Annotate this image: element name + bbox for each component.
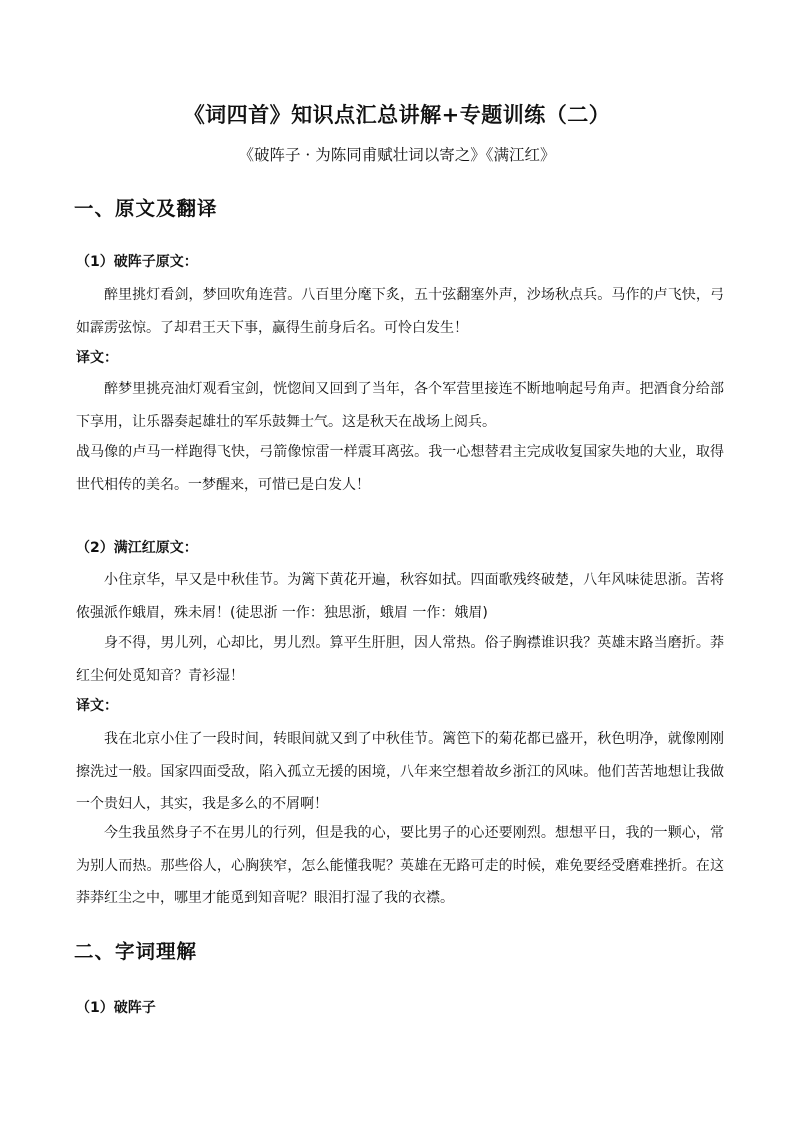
subheading-manjianghong-original: （2）满江红原文： xyxy=(76,540,198,556)
pozhenzi-translation-label: 译文： xyxy=(76,350,118,366)
pozhenzi-original-text: 醉里挑灯看剑，梦回吹角连营。八百里分麾下炙，五十弦翻塞外声，沙场秋点兵。马作的卢飞快，弓如霹雳弦惊。了却君王天下事，赢得生前身后名。可怜白发生！ xyxy=(76,287,724,336)
section-heading-original-and-translation: 一、原文及翻译 xyxy=(74,197,218,220)
page-subtitle: 《破阵子 · 为陈同甫赋壮词以寄之》《满江红》 xyxy=(238,146,556,164)
manjianghong-translation-paragraph-2: 今生我虽然身子不在男儿的行列，但是我的心，要比男子的心还要刚烈。想想平日，我的一颗心，常为别人而热。那些俗人，心胸狭窄，怎么能懂我呢？英雄在无路可走的时候，难免要经受磨难挫折。在这莽莽红尘之中，哪里才能觅到知音呢？眼泪打湿了我的衣襟。 xyxy=(76,825,724,906)
manjianghong-translation-label: 译文： xyxy=(76,698,118,714)
section-heading-word-understanding: 二、字词理解 xyxy=(74,940,198,963)
subheading-pozhenzi-words: （1）破阵子 xyxy=(76,1000,156,1016)
manjianghong-translation-paragraph-1: 我在北京小住了一段时间，转眼间就又到了中秋佳节。篱笆下的菊花都已盛开，秋色明净，就像刚刚擦洗过一般。国家四面受敌，陷入孤立无援的困境，八年来空想着故乡浙江的风味。他们苦苦地想让我做一个贵妇人，其实，我是多么的不屑啊！ xyxy=(76,731,724,812)
page-title: 《词四首》知识点汇总讲解+专题训练（二） xyxy=(183,102,611,127)
pozhenzi-translation-paragraph-2: 战马像的卢马一样跑得飞快，弓箭像惊雷一样震耳离弦。我一心想替君主完成收复国家失地的大业，取得世代相传的美名。一梦醒来，可惜已是白发人！ xyxy=(76,444,724,493)
manjianghong-original-paragraph-2: 身不得，男儿列，心却比，男儿烈。算平生肝胆，因人常热。俗子胸襟谁识我？英雄末路当磨折。莽红尘何处觅知音？青衫湿！ xyxy=(76,635,724,684)
subheading-pozhenzi-original: （1）破阵子原文： xyxy=(76,254,198,270)
pozhenzi-translation-paragraph-1: 醉梦里挑亮油灯观看宝剑，恍惚间又回到了当年，各个军营里接连不断地响起号角声。把酒食分给部下享用，让乐器奏起雄壮的军乐鼓舞士气。这是秋天在战场上阅兵。 xyxy=(76,381,724,430)
manjianghong-original-paragraph-1: 小住京华，早又是中秋佳节。为篱下黄花开遍，秋容如拭。四面歌残终破楚，八年风味徒思浙。苦将侬强派作蛾眉，殊未屑！(徒思浙 一作：独思浙，蛾眉 一作：娥眉) xyxy=(76,572,724,621)
